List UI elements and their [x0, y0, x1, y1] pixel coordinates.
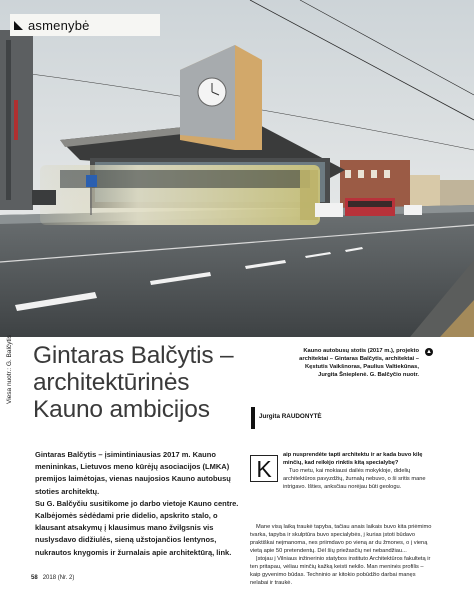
- section-triangle-icon: [14, 21, 23, 30]
- lead-paragraph: [35, 449, 245, 559]
- interview-question: aip nusprendėte tapti architektu ir ar kada buvo kilę minčių, kad reikėjo rinktis kitą specialybę?: [283, 452, 423, 466]
- issue-label: 2018 (Nr. 2): [42, 575, 75, 581]
- section-label: asmenybė: [28, 17, 90, 33]
- section-tag: [10, 14, 160, 36]
- body-column-top: [283, 451, 435, 491]
- body-column-bottom: [250, 523, 435, 587]
- info-icon: ▲: [426, 349, 432, 355]
- answer-paragraph-2: Mane visą laiką traukė tapyba, tačiau anais laikais buvo kita priėmimo tvarka, tapyba ir skulptūra buvo specialybės, į kurias įstoti būdavo praktiškai neįmanoma, nes priimdavo po vieną ar du žmones, o į vieną vietą apie 50 pretendentų. Dėl šių priežasčių nei nebandžiau...: [250, 524, 432, 554]
- page-footer: [31, 575, 74, 581]
- answer-paragraph-3: Įstojau į Vilniaus inžinerinio statybos instituto Architektūros fakultetą ir ten pritapau, vėliau minčių kažką keisti nekilo. Man meninės profilis – kaip gyvenimo būdas. Techninio ar kitokio pobūdžio darbai manęs nelabai ir traukė.: [250, 556, 431, 586]
- author-name: Jurgita RAUDONYTĖ: [259, 413, 322, 420]
- photo-caption: Kauno autobusų stotis (2017 m.), projekto architektai – Gintaras Balčytis, architektai – Kęstutis Vaikšnoras, Paulius Valtiekūnas, Jurgita Šnieplenė. G. Balčyčio nuotr.: [299, 348, 419, 379]
- answer-paragraph-1: Tuo metu, kai mokiausi dailės mokykloje, didelių architektūros pavyzdžių, žurnalų nebuvo, o ši sritis mane intrigavo. Išties, anksčiau norėjau būti geologu.: [283, 468, 426, 490]
- page-number: 58: [31, 575, 38, 581]
- drop-cap: K: [250, 455, 278, 482]
- lead-paragraph-1: Gintaras Balčytis – įsimintiniausias 2017 m. Kauno menininkas, Lietuvos meno kūrėjų asociacijos (LMKA) premijos laimėtojas, vienas naujosios Kauno autobusų stoties architektų.: [35, 450, 231, 496]
- lead-paragraph-2: Su G. Balčyčiu susitikome jo darbo vietoje Kauno centre. Kalbėjomės sėdėdami prie didelio, apskrito stalo, o klausant atsakymų į klausimus mano žvilgsnis vis nuslysdavo didžiulės, sieną užstojančios lentynos, nukrautos knygomis ir žurnalais apie architektūrą, link.: [35, 498, 239, 557]
- article-title: Gintaras Balčytis – architektūrinės Kauno ambicijos: [33, 342, 234, 423]
- photo-credit-vertical: Viesa nuotr.: G. Balčytis: [6, 335, 13, 404]
- author-bar: [251, 407, 255, 429]
